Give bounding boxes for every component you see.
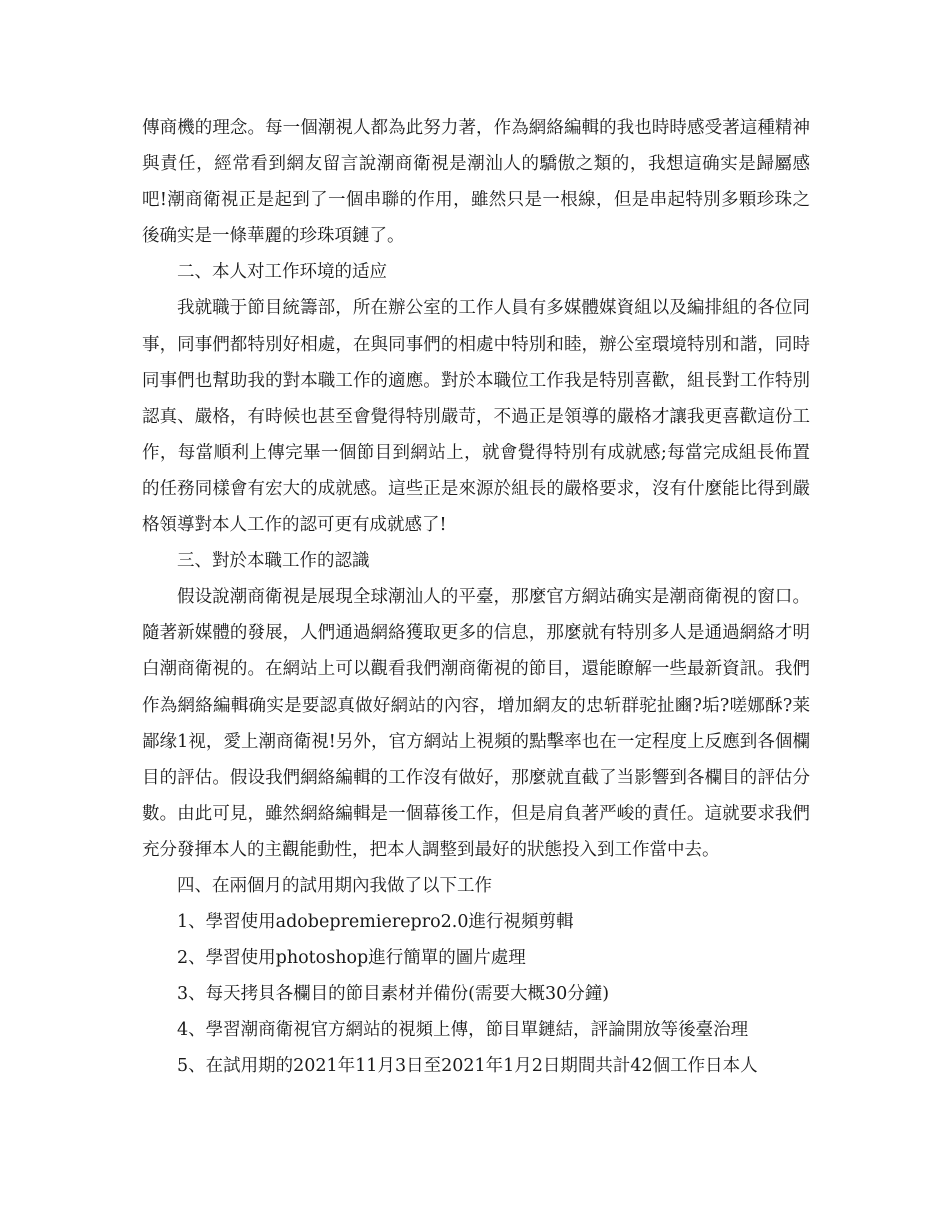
paragraph-intro: 傳商機的理念。每一個潮視人都為此努力著，作為網絡編輯的我也時時感受著這種精神與責任，經常看到網友留言說潮商衛視是潮汕人的驕傲之類的，我想這确实是歸屬感吧!潮商衛視正是起到了一個串聯的作用，雖然只是一根線，但是串起特別多顆珍珠之後确实是一條華麗的珍珠項鏈了。: [142, 118, 810, 247]
paragraph-work-environment: 我就職于節目統籌部，所在辦公室的工作人員有多媒體媒資組以及編排組的各位同事，同事們都特別好相處，在與同事們的相處中特別和睦，辦公室環境特別和諧，同時同事們也幫助我的對本職工作的適應。對於本職位工作我是特別喜歡，組長對工作特別認真、嚴格，有時候也甚至會覺得特別嚴苛，不過正是領導的嚴格才讓我更喜歡這份工作，每當順利上傳完畢一個節目到網站上，就會覺得特別有成就感;每當完成組長佈置的任務同樣會有宏大的成就感。這些正是來源於組長的嚴格要求，沒有什麼能比得到嚴格領導對本人工作的認可更有成就感了!: [142, 298, 810, 536]
paragraph-job-understanding: 假设說潮商衛視是展現全球潮汕人的平臺，那麼官方網站确实是潮商衛視的窗口。隨著新媒體的發展，人們通過網絡獲取更多的信息，那麼就有特別多人是通過網絡才明白潮商衛視的。在網站上可以觀看我們潮商衛視的節目，還能瞭解一些最新資訊。我們作為網絡編輯确实是要認真做好網站的內容，增加網友的忠斩群驼扯豳?垢?嗟娜酥?莱鄙缘1视，愛上潮商衛視!另外，官方網站上視頻的點擊率也在一定程度上反應到各個欄目的評估。假设我們網絡編輯的工作沒有做好，那麼就直截了当影響到各欄目的評估分數。由此可見，雖然網絡編輯是一個幕後工作，但是肩負著严峻的責任。這就要求我們充分發揮本人的主觀能動性，把本人調整到最好的狀態投入到工作當中去。: [142, 587, 810, 860]
list-item-3: 3、每天拷貝各欄目的節目素材并備份(需要大概30分鐘): [177, 984, 610, 1005]
section-heading-work-environment: 二、本人对工作环境的适应: [177, 262, 387, 283]
list-item-4: 4、學習潮商衛視官方網站的視頻上傳，節目單鏈結，評論開放等後臺治理: [177, 1020, 749, 1041]
document-body: [142, 110, 810, 1085]
list-item-5: 5、在試用期的2021年11月3日至2021年1月2日期間共計42個工作日本人: [177, 1056, 758, 1077]
list-item-1: 1、學習使用adobepremierepro2.0進行視頻剪輯: [177, 912, 574, 933]
section-heading-probation-work: 四、在兩個月的試用期內我做了以下工作: [177, 875, 492, 896]
list-item-2: 2、學習使用photoshop進行簡單的圖片處理: [177, 948, 526, 969]
section-heading-job-understanding: 三、對於本職工作的認識: [177, 551, 370, 572]
